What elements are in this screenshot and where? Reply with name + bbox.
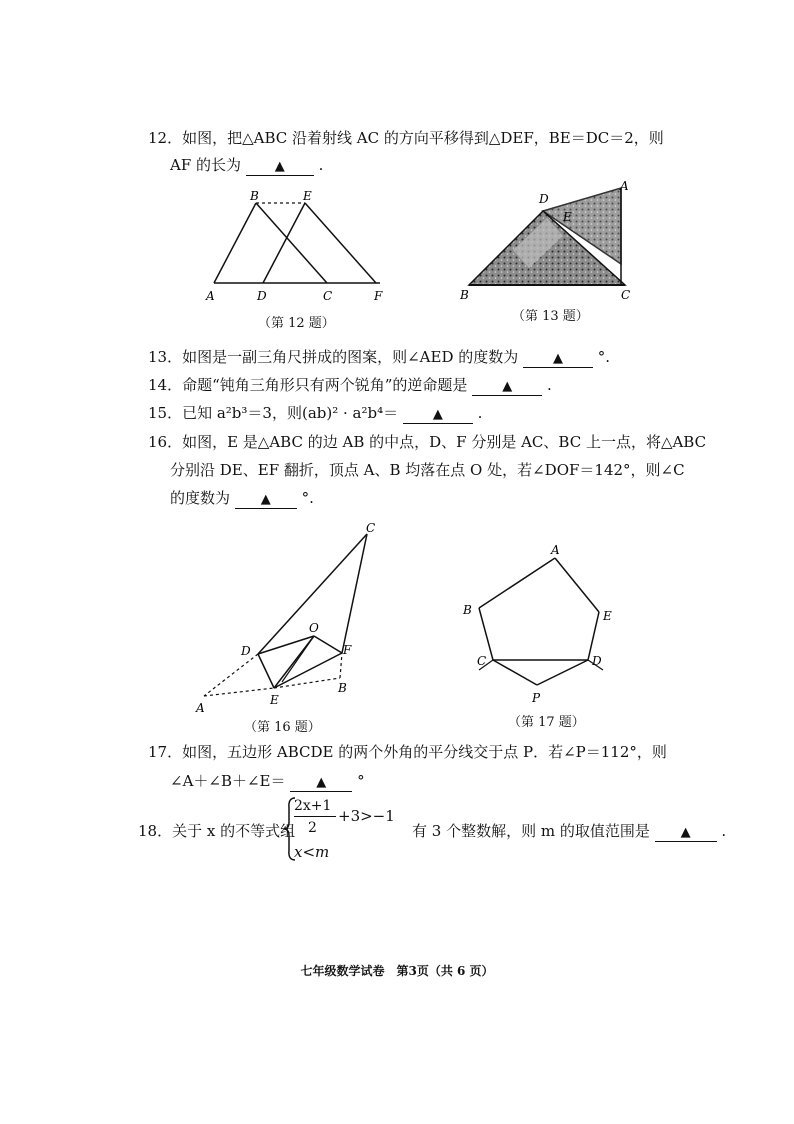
q15-line	[148, 403, 482, 424]
q16-line1: 16．如图，E 是△ABC 的边 AB 的中点，D、F 分别是 AC、BC 上一点，将△ABC	[148, 433, 707, 451]
answer-mark-icon: ▲	[680, 825, 691, 840]
q17-end: °	[357, 772, 365, 790]
q16-prompt: 的度数为	[170, 489, 231, 507]
q12-prompt: AF 的长为	[170, 156, 242, 174]
caption-13: （第 13 题）	[512, 309, 589, 324]
label-P: P	[532, 691, 541, 705]
q18-end: .	[721, 822, 727, 840]
label-E: E	[603, 609, 612, 623]
label-C: C	[366, 521, 376, 535]
caption-12: （第 12 题）	[258, 316, 335, 331]
label-E: E	[563, 210, 572, 224]
label-B: B	[460, 288, 469, 302]
q13-prompt: 13．如图是一副三角尺拼成的图案，则∠AED 的度数为	[148, 348, 519, 366]
page-footer: 七年级数学试卷 第3页（共 6 页）	[300, 964, 494, 978]
figure-16	[190, 518, 390, 718]
label-C: C	[621, 288, 631, 302]
q14-answer-blank[interactable]	[472, 377, 542, 396]
caption-16: （第 16 题）	[244, 720, 321, 735]
label-E: E	[270, 693, 279, 707]
label-O: O	[309, 621, 319, 635]
label-C: C	[477, 654, 487, 668]
q12-line1: 12．如图，把△ABC 沿着射线 AC 的方向平移得到△DEF，BE＝DC＝2，则	[148, 129, 664, 147]
label-F: F	[343, 643, 352, 657]
q14-line	[148, 375, 552, 396]
q12-answer-blank[interactable]	[246, 157, 314, 176]
q16-line2: 分别沿 DE、EF 翻折，顶点 A、B 均落在点 O 处，若∠DOF＝142°，则∠C	[170, 461, 685, 479]
q16-answer-blank[interactable]	[235, 490, 297, 509]
q12-end: .	[318, 156, 324, 174]
q17-line1: 17．如图，五边形 ABCDE 的两个外角的平分线交于点 P．若∠P＝112°，则	[148, 743, 667, 761]
label-A: A	[620, 179, 629, 193]
answer-mark-icon: ▲	[274, 159, 285, 174]
q13-answer-blank[interactable]	[523, 349, 593, 368]
answer-mark-icon: ▲	[502, 379, 513, 394]
label-B: B	[338, 681, 347, 695]
label-D: D	[257, 289, 267, 303]
q18-condition: 有 3 个整数解，则 m 的取值范围是	[412, 822, 650, 840]
q17-prompt: ∠A＋∠B＋∠E＝	[170, 772, 286, 790]
q12-line2	[170, 155, 323, 176]
label-D: D	[241, 644, 251, 658]
fraction-bar	[294, 816, 336, 817]
label-B: B	[250, 189, 259, 203]
answer-mark-icon: ▲	[316, 775, 327, 790]
q15-answer-blank[interactable]	[403, 405, 473, 424]
figure-13	[455, 178, 640, 303]
q16-line3	[170, 488, 314, 509]
answer-mark-icon: ▲	[553, 351, 564, 366]
label-A: A	[551, 543, 560, 557]
q14-prompt: 14．命题“钝角三角形只有两个锐角”的逆命题是	[148, 376, 468, 394]
answer-mark-icon: ▲	[432, 407, 443, 422]
label-A: A	[196, 701, 205, 715]
figure-17	[455, 540, 625, 715]
q18-answer-blank[interactable]	[655, 823, 717, 842]
label-D: D	[539, 192, 549, 206]
q13-end: °.	[597, 348, 611, 366]
label-D: D	[592, 654, 602, 668]
caption-17: （第 17 题）	[508, 715, 585, 730]
label-E: E	[303, 189, 312, 203]
q18-prompt: 18．关于 x 的不等式组	[138, 822, 296, 840]
q13-line	[148, 347, 610, 368]
q17-answer-blank[interactable]	[290, 773, 352, 792]
label-A: A	[206, 289, 215, 303]
figure-12	[200, 186, 390, 304]
q16-end: °.	[301, 489, 314, 507]
q18-numerator: 2x+1	[294, 798, 332, 814]
q18-ineq1-tail: +3>−1	[338, 807, 395, 825]
q15-prompt: 15．已知 a²b³＝3，则(ab)² · a²b⁴＝	[148, 404, 399, 422]
q17-line2	[170, 771, 365, 792]
q18-denominator: 2	[308, 820, 317, 836]
q14-end: .	[547, 376, 552, 394]
q18-line	[412, 821, 726, 842]
label-C: C	[323, 289, 333, 303]
label-B: B	[463, 603, 472, 617]
answer-mark-icon: ▲	[260, 492, 271, 507]
q18-ineq2: x<m	[294, 843, 330, 861]
label-F: F	[374, 289, 383, 303]
q15-end: .	[477, 404, 483, 422]
